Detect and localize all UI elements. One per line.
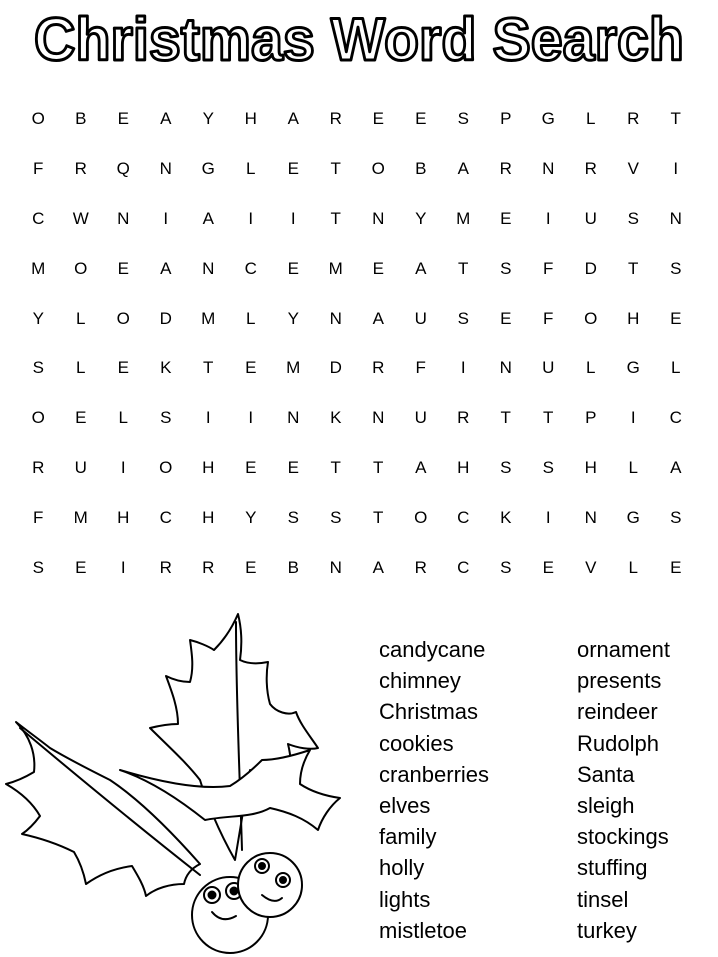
grid-letter: R	[159, 557, 172, 577]
grid-letter: N	[117, 208, 130, 228]
grid-letter: O	[159, 457, 173, 477]
grid-letter: F	[543, 258, 554, 278]
grid-letter: M	[328, 258, 343, 278]
grid-letter: I	[673, 159, 679, 179]
grid-letter: M	[286, 358, 301, 378]
grid-letter: G	[626, 507, 640, 527]
grid-letter: B	[287, 557, 299, 577]
grid-letter: L	[671, 358, 681, 378]
grid-letter: R	[372, 358, 385, 378]
word-list-item: holly	[379, 855, 425, 881]
grid-letter: K	[160, 358, 172, 378]
grid-letter: I	[545, 208, 551, 228]
grid-letter: I	[120, 557, 126, 577]
grid-letter: Y	[32, 308, 44, 328]
grid-letter: Y	[245, 507, 257, 527]
grid-letter: A	[160, 258, 172, 278]
word-list-item: Christmas	[379, 699, 479, 725]
grid-letter: F	[33, 507, 44, 527]
grid-letter: N	[159, 159, 172, 179]
grid-letter: L	[246, 308, 256, 328]
grid-letter: A	[372, 557, 384, 577]
grid-letter: N	[329, 308, 342, 328]
grid-row	[17, 443, 697, 493]
grid-letter: N	[202, 258, 215, 278]
grid-letter: E	[287, 159, 299, 179]
grid-letter: I	[163, 208, 169, 228]
grid-letter: I	[205, 408, 211, 428]
holly-leaf-right	[150, 614, 318, 860]
grid-letter: E	[117, 358, 129, 378]
grid-letter: N	[372, 408, 385, 428]
grid-letter: T	[330, 159, 341, 179]
grid-letter: T	[670, 109, 681, 129]
grid-letter: L	[586, 358, 596, 378]
grid-letter: S	[670, 507, 682, 527]
grid-letter: O	[584, 308, 598, 328]
grid-letter: E	[117, 109, 129, 129]
grid-letter: Y	[202, 109, 214, 129]
grid-letter: T	[628, 258, 639, 278]
grid-letter: P	[500, 109, 512, 129]
grid-letter: G	[541, 109, 555, 129]
grid-letter: V	[585, 557, 597, 577]
grid-letter: U	[414, 308, 427, 328]
grid-row	[17, 492, 697, 542]
grid-letter: H	[244, 109, 257, 129]
grid-letter: R	[414, 557, 427, 577]
grid-row	[17, 243, 697, 293]
grid-letter: F	[543, 308, 554, 328]
grid-letter: H	[627, 308, 640, 328]
grid-letter: N	[669, 208, 682, 228]
grid-letter: Y	[415, 208, 427, 228]
grid-letter: E	[500, 308, 512, 328]
word-list-item: lights	[379, 886, 431, 912]
page-title	[0, 0, 718, 80]
grid-letter: M	[73, 507, 88, 527]
grid-letter: F	[415, 358, 426, 378]
grid-letter: I	[248, 208, 254, 228]
grid-letter: U	[584, 208, 597, 228]
grid-letter: L	[628, 557, 638, 577]
word-list-column-2	[577, 634, 670, 946]
grid-letter: N	[329, 557, 342, 577]
grid-letter: G	[626, 358, 640, 378]
grid-letter: F	[33, 159, 44, 179]
grid-letter: A	[415, 457, 427, 477]
grid-letter: S	[500, 557, 512, 577]
grid-letter: S	[287, 507, 299, 527]
grid-letter: U	[542, 358, 555, 378]
grid-letter: Q	[116, 159, 130, 179]
word-list-column-1	[379, 634, 577, 946]
grid-letter: S	[627, 208, 639, 228]
grid-letter: N	[542, 159, 555, 179]
grid-letter: E	[75, 557, 87, 577]
grid-letter: C	[32, 208, 45, 228]
grid-letter: B	[75, 109, 87, 129]
berry-face-2	[238, 853, 302, 917]
grid-letter: R	[584, 159, 597, 179]
grid-letter: O	[414, 507, 428, 527]
grid-row	[17, 393, 697, 443]
grid-letter: D	[584, 258, 597, 278]
grid-letter: A	[160, 109, 172, 129]
grid-letter: T	[373, 457, 384, 477]
grid-letter: E	[117, 258, 129, 278]
grid-letter: A	[670, 457, 682, 477]
grid-letter: E	[500, 208, 512, 228]
word-list-item: elves	[379, 792, 431, 818]
grid-letter: I	[630, 408, 636, 428]
grid-letter: A	[287, 109, 299, 129]
grid-letter: E	[245, 557, 257, 577]
grid-letter: W	[72, 208, 89, 228]
grid-letter: T	[500, 408, 511, 428]
grid-letter: E	[670, 308, 682, 328]
grid-letter: C	[244, 258, 257, 278]
grid-letter: M	[31, 258, 46, 278]
grid-letter: B	[415, 159, 427, 179]
grid-letter: E	[415, 109, 427, 129]
word-list-item: tinsel	[577, 886, 629, 912]
grid-letter: L	[586, 109, 596, 129]
grid-letter: L	[76, 308, 86, 328]
grid-letter: K	[500, 507, 512, 527]
grid-letter: E	[372, 258, 384, 278]
grid-letter: E	[287, 258, 299, 278]
grid-letter: S	[670, 258, 682, 278]
grid-letter: I	[248, 408, 254, 428]
word-list-item: Santa	[577, 761, 635, 787]
grid-letter: R	[627, 109, 640, 129]
grid-letter: N	[499, 358, 512, 378]
grid-letter: D	[329, 358, 342, 378]
grid-letter: S	[500, 258, 512, 278]
grid-letter: A	[202, 208, 214, 228]
grid-letter: N	[287, 408, 300, 428]
word-list-item: family	[379, 824, 437, 850]
grid-letter: R	[457, 408, 470, 428]
grid-letter: H	[457, 457, 470, 477]
word-list-item: Rudolph	[577, 730, 659, 756]
grid-row	[17, 542, 697, 592]
grid-letter: T	[203, 358, 214, 378]
grid-letter: G	[201, 159, 215, 179]
grid-letter: N	[372, 208, 385, 228]
grid-letter: O	[31, 408, 45, 428]
grid-letter: R	[499, 159, 512, 179]
word-list-item: cookies	[379, 730, 454, 756]
grid-letter: A	[415, 258, 427, 278]
grid-letter: D	[159, 308, 172, 328]
grid-letter: C	[457, 507, 470, 527]
grid-letter: S	[500, 457, 512, 477]
grid-letter: H	[202, 457, 215, 477]
grid-letter: K	[330, 408, 342, 428]
grid-letter: T	[330, 208, 341, 228]
grid-letter: Y	[287, 308, 299, 328]
grid-row	[17, 293, 697, 343]
grid-letter: S	[457, 109, 469, 129]
grid-letter: L	[246, 159, 256, 179]
grid-letter: O	[74, 258, 88, 278]
grid-letter: N	[584, 507, 597, 527]
grid-letter: E	[245, 358, 257, 378]
grid-letter: C	[457, 557, 470, 577]
grid-letter: S	[32, 358, 44, 378]
grid-letter: O	[31, 109, 45, 129]
word-list-item: ornament	[577, 637, 670, 662]
word-list-item: reindeer	[577, 699, 658, 725]
grid-letter: S	[457, 308, 469, 328]
word-list-item: presents	[577, 668, 662, 694]
grid-letter: P	[585, 408, 597, 428]
word-list-item: stockings	[577, 824, 669, 850]
grid-letter: O	[371, 159, 385, 179]
grid-letter: I	[460, 358, 466, 378]
title-text: Christmas Word Search	[34, 6, 684, 73]
word-list-item: candycane	[379, 637, 486, 662]
grid-letter: T	[330, 457, 341, 477]
grid-letter: T	[458, 258, 469, 278]
grid-letter: L	[118, 408, 128, 428]
grid-letter: R	[32, 457, 45, 477]
grid-letter: S	[330, 507, 342, 527]
grid-letter: R	[329, 109, 342, 129]
grid-letter: S	[32, 557, 44, 577]
grid-letter: I	[290, 208, 296, 228]
grid-letter: M	[201, 308, 216, 328]
grid-letter: M	[456, 208, 471, 228]
grid-letter: L	[76, 358, 86, 378]
grid-letter: E	[372, 109, 384, 129]
grid-letter: L	[628, 457, 638, 477]
grid-row	[17, 194, 697, 244]
grid-letter: R	[74, 159, 87, 179]
grid-letter: A	[457, 159, 469, 179]
word-list-item: stuffing	[577, 855, 648, 881]
grid-row	[17, 343, 697, 393]
grid-letter: O	[116, 308, 130, 328]
grid-letter: C	[159, 507, 172, 527]
grid-letter: U	[74, 457, 87, 477]
grid-letter: T	[373, 507, 384, 527]
grid-letter: H	[584, 457, 597, 477]
grid-letter: R	[202, 557, 215, 577]
word-list-item: cranberries	[379, 761, 490, 787]
grid-letter: E	[75, 408, 87, 428]
grid-letter: A	[372, 308, 384, 328]
grid-row	[17, 94, 697, 144]
grid-letter: S	[542, 457, 554, 477]
grid-letter: V	[627, 159, 639, 179]
grid-letter: I	[545, 507, 551, 527]
grid-letter: E	[287, 457, 299, 477]
grid-letter: E	[670, 557, 682, 577]
word-list-item: chimney	[379, 668, 461, 694]
grid-row	[17, 144, 697, 194]
grid-letter: E	[542, 557, 554, 577]
grid-letter: U	[414, 408, 427, 428]
grid-letter: E	[245, 457, 257, 477]
grid-letter: T	[543, 408, 554, 428]
word-list-item: turkey	[577, 917, 637, 943]
grid-letter: C	[669, 408, 682, 428]
word-list-item: mistletoe	[379, 917, 468, 943]
grid-letter: I	[120, 457, 126, 477]
word-list	[379, 634, 670, 946]
letter-grid	[17, 94, 697, 592]
holly-icon	[0, 600, 370, 957]
grid-letter: S	[160, 408, 172, 428]
grid-letter: H	[202, 507, 215, 527]
grid-letter: H	[117, 507, 130, 527]
word-list-item: sleigh	[577, 792, 635, 818]
